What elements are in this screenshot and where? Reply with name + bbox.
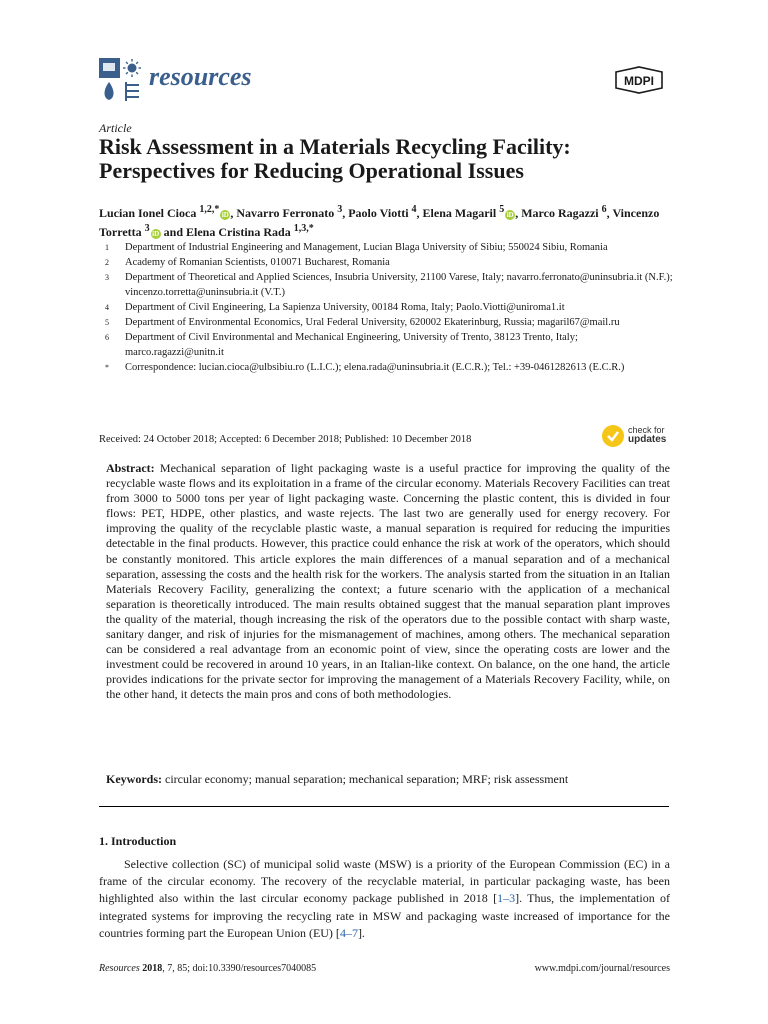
- publisher-name: MDPI: [624, 74, 654, 88]
- keywords-label: Keywords:: [106, 772, 162, 786]
- author-sup: 3: [144, 223, 150, 234]
- keywords-text: circular economy; manual separation; mechanical separation; MRF; risk assessment: [165, 772, 569, 786]
- author: Elena Cristina Rada: [186, 225, 291, 239]
- affiliation-text: Department of Civil Engineering, La Sapienza University, 00184 Roma, Italy; Paolo.Viotti@uniroma1.it: [125, 302, 565, 313]
- affiliation-number: 3: [105, 273, 109, 282]
- divider: [99, 806, 669, 807]
- journal-logo: [99, 58, 145, 102]
- intro-text: ]. Thus, the implementation of integrated systems for improving the recycling rate in MSW and packaging waste increased of importance for the countries forming part the European Union (EU) [: [99, 891, 670, 940]
- author-sup: 1,2,*: [199, 204, 220, 215]
- affiliation-item: [99, 330, 679, 360]
- author-sup: 1,3,*: [293, 223, 314, 234]
- author-sup: 5: [499, 204, 505, 215]
- author: Paolo Viotti: [348, 206, 409, 220]
- footer-doi: , 7, 85; doi:10.3390/resources7040085: [162, 963, 317, 974]
- affiliations: [99, 240, 679, 375]
- author: Lucian Ionel Cioca: [99, 206, 197, 220]
- intro-text: ].: [357, 925, 365, 940]
- mdpi-logo: [612, 66, 666, 94]
- orcid-icon[interactable]: iD: [152, 230, 160, 238]
- paper-title: Risk Assessment in a Materials Recycling Facility: Perspectives for Reducing Operational Issues: [99, 134, 571, 183]
- intro-text: Selective collection (SC) of municipal solid waste (MSW) is a priority of the European Commission (EC) in a frame of the circular economy. The recovery of the recyclable material, in particular packaging waste, has been highlighted also within the last circular economy package published in 2018 [: [99, 857, 670, 906]
- citation-link[interactable]: 4–7: [339, 925, 358, 940]
- check-for-updates-button[interactable]: [602, 425, 674, 447]
- footer-journal: Resources: [99, 963, 140, 974]
- author: Elena Magaril: [422, 206, 497, 220]
- affiliation-text: Academy of Romanian Scientists, 010071 Bucharest, Romania: [125, 257, 390, 268]
- section-heading: 1. Introduction: [99, 834, 177, 848]
- affiliation-text: Department of Civil Environmental and Mechanical Engineering, University of Trento, 38123 Trento, Italy; marco.ragazzi@unitn.it: [125, 332, 578, 358]
- abstract-text: Mechanical separation of light packaging waste is a useful practice for improving the quality of the recyclable waste flows and its exploitation in a frame of the circular economy. Materials Recovery Facilities can treat from 3000 to 5000 tons per year of light packaging waste. Concerning the plastic content, this is divided in four flows: PET, HDPE, other plastics, and waste rejects. The last two are generally used for energy recovery. For improving the quality of the recyclable plastic waste, a manual separation is required for reducing the impurities detectable in the final products. However, this practice could enhance the risk at work of the operators, which should be constantly monitored. This article explores the main differences of a manual separation and of a mechanical separation, assessing the costs and the health risk for the workers. The analysis started from the situation in an Italian Materials Recovery Facility, generalizing the context; a future scenario with the application of a mechanical separation is theoretically introduced. The main results obtained suggest that the manual separation plant improves the quality of the material, though increasing the risk of the operators due to the possible contact with sharp waste, sanitary danger, and risk of injuries for the mismanagement of machines, among others. The mechanical separation can be considered a real advantage from an economic point of view, since the operating costs are lower and the investment could be recovered in around 10 years, in an Italian-like context. On balance, on the one hand, the article provides indications for the private sector for improving the management of a Materials Recovery Facility, while, on the other hand, it detects the main pros and cons of both methodologies.: [106, 461, 670, 702]
- affiliation-number: 2: [105, 258, 109, 267]
- intro-paragraph: [99, 856, 670, 942]
- affiliation-number: 5: [105, 318, 109, 327]
- footer-url[interactable]: www.mdpi.com/journal/resources: [534, 963, 670, 974]
- affiliation-number: 6: [105, 333, 109, 342]
- citation-link[interactable]: 1–3: [497, 891, 516, 906]
- check-updates-line1: check for: [628, 425, 665, 435]
- article-type: Article: [99, 121, 132, 135]
- orcid-icon[interactable]: iD: [506, 211, 514, 219]
- author-sup: 6: [601, 204, 607, 215]
- affiliation-item: [99, 270, 679, 300]
- keywords: [106, 772, 670, 787]
- affiliation-text: Department of Industrial Engineering and Management, Lucian Blaga University of Sibiu; 550024 Sibiu, Romania: [125, 242, 608, 253]
- affiliation-item: [99, 315, 679, 330]
- affiliation-item: [99, 255, 679, 270]
- correspondence-item: [99, 360, 679, 375]
- author: Navarro Ferronato: [236, 206, 335, 220]
- check-updates-icon: [602, 425, 624, 447]
- affiliation-text: Correspondence: lucian.cioca@ulbsibiu.ro (L.I.C.); elena.rada@uninsubria.it (E.C.R.); Tel.: +39-0461282613 (E.C.R.): [125, 362, 625, 373]
- author: Marco Ragazzi: [521, 206, 599, 220]
- footer-citation: [99, 963, 316, 974]
- affiliation-text: Department of Theoretical and Applied Sciences, Insubria University, 21100 Varese, Italy; navarro.ferronato@uninsubria.it (N.F.); vincenzo.torretta@uninsubria.it (V.T.): [125, 272, 673, 298]
- publication-dates: Received: 24 October 2018; Accepted: 6 December 2018; Published: 10 December 2018: [99, 434, 472, 445]
- abstract: [106, 461, 670, 703]
- author-sup: 3: [337, 204, 343, 215]
- affiliation-item: [99, 240, 679, 255]
- author-list: Lucian Ionel Cioca $^{1,2,*}$ iD , Navarro Ferronato $^3$, Paolo Viotti $^4$, Elena Magaril $^5$ iD , Marco Ragazzi $^6$, Vincenzo Torretta $^3$ iD and Elena Cristina Rada $^{1,3,*}$: [99, 204, 660, 239]
- affiliation-number: 1: [105, 243, 109, 252]
- author: Vincenzo Torretta: [99, 206, 660, 239]
- orcid-icon[interactable]: iD: [221, 211, 229, 219]
- affiliation-item: [99, 300, 679, 315]
- affiliation-number: 4: [105, 303, 109, 312]
- footer-year: 2018: [142, 963, 163, 974]
- affiliation-number: *: [105, 363, 109, 372]
- check-updates-line2: updates: [628, 434, 667, 445]
- journal-name: resources: [149, 62, 252, 91]
- author-sup: 4: [411, 204, 417, 215]
- affiliation-text: Department of Environmental Economics, Ural Federal University, 620002 Ekaterinburg, Russia; magaril67@mail.ru: [125, 317, 620, 328]
- abstract-label: Abstract:: [106, 461, 155, 475]
